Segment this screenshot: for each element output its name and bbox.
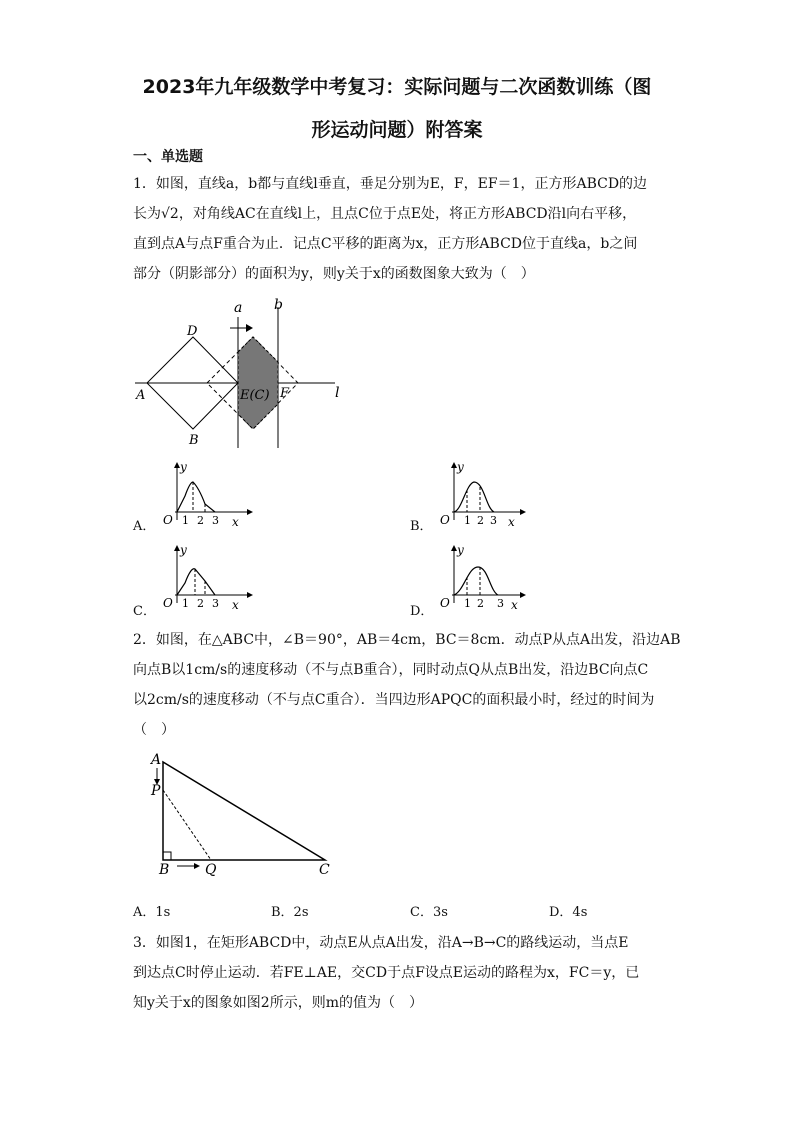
svg-text:3: 3 xyxy=(497,597,504,610)
svg-text:O: O xyxy=(440,513,450,527)
right-angle-mark xyxy=(163,852,171,860)
q2-option-a[interactable]: A．1s xyxy=(133,905,171,920)
label-B: B xyxy=(159,862,170,878)
label-F: F xyxy=(280,386,290,401)
q1-option-a-graph[interactable] xyxy=(155,462,255,530)
label-A: A xyxy=(136,388,146,403)
q2-option-b[interactable]: B．2s xyxy=(271,905,309,920)
q2-option-d[interactable]: D．4s xyxy=(549,905,588,920)
svg-text:3: 3 xyxy=(212,597,219,610)
q1-figure xyxy=(130,295,360,450)
q1-option-a-curve xyxy=(177,482,215,512)
q2-line-4: （ ） xyxy=(133,722,175,738)
q3-line-3: 知y关于x的图象如图2所示，则m的值为（ ） xyxy=(133,995,423,1011)
svg-text:x: x xyxy=(232,515,239,529)
q1-option-b-graph[interactable] xyxy=(432,462,532,530)
q1-line-2: 长为√2，对角线AC在直线l上，且点C位于点E处，将正方形ABCD沿l向右平移， xyxy=(133,206,637,222)
q2-line-2: 向点B以1cm/s的速度移动（不与点B重合），同时动点Q从点B出发，沿边BC向点C xyxy=(133,662,649,678)
q1-line-1: 1．如图，直线a，b都与直线l垂直，垂足分别为E，F，EF＝1，正方形ABCD的边 xyxy=(133,176,648,192)
svg-text:O: O xyxy=(440,596,450,610)
q1-option-c-label[interactable]: C． xyxy=(133,604,156,619)
page-title-line-2: 形运动问题）附答案 xyxy=(311,119,483,141)
svg-text:y: y xyxy=(457,460,464,474)
q1-option-a-label[interactable]: A． xyxy=(133,519,156,534)
label-b: b xyxy=(274,297,283,313)
q1-line-4: 部分（阴影部分）的面积为y，则y关于x的函数图象大致为（ ） xyxy=(133,266,535,282)
svg-text:3: 3 xyxy=(490,514,497,527)
q1-option-b-label[interactable]: B． xyxy=(410,519,433,534)
triangle-abc xyxy=(163,762,325,860)
svg-text:O: O xyxy=(163,596,173,610)
label-A: A xyxy=(151,752,162,768)
q2-line-1: 2．如图，在△ABC中，∠B＝90°，AB＝4cm，BC＝8cm．动点P从点A出发，沿边AB xyxy=(133,632,681,648)
svg-text:x: x xyxy=(511,598,518,612)
q3-line-2: 到达点C时停止运动．若FE⊥AE，交CD于点F设点E运动的路程为x，FC＝y，已 xyxy=(133,965,640,981)
svg-text:3: 3 xyxy=(212,514,219,527)
q2-line-3: 以2cm/s的速度移动（不与点C重合）．当四边形APQC的面积最小时，经过的时间为 xyxy=(133,692,655,708)
svg-text:2: 2 xyxy=(477,597,484,610)
q3-line-1: 3．如图1，在矩形ABCD中，动点E从点A出发，沿A→B→C的路线运动，当点E xyxy=(133,935,629,951)
q1-option-c-curve xyxy=(177,569,215,595)
svg-text:1: 1 xyxy=(464,514,471,527)
q1-option-d-curve xyxy=(454,567,498,595)
svg-text:2: 2 xyxy=(477,514,484,527)
svg-text:O: O xyxy=(163,513,173,527)
q2-figure xyxy=(145,748,345,878)
svg-text:2: 2 xyxy=(197,514,204,527)
label-P: P xyxy=(151,783,161,799)
svg-text:y: y xyxy=(180,543,187,557)
label-B: B xyxy=(189,433,199,448)
label-l: l xyxy=(335,385,340,401)
section-heading: 一、单选题 xyxy=(133,149,203,165)
q1-option-c-graph[interactable] xyxy=(155,545,255,613)
q1-option-d-graph[interactable] xyxy=(432,545,532,613)
label-EC: E(C) xyxy=(240,388,270,403)
label-D: D xyxy=(187,324,198,339)
svg-text:1: 1 xyxy=(464,597,471,610)
svg-text:1: 1 xyxy=(182,514,189,527)
svg-text:x: x xyxy=(232,598,239,612)
label-Q: Q xyxy=(205,862,217,878)
arrow-head xyxy=(246,324,253,332)
page-title-line-1: 2023年九年级数学中考复习：实际问题与二次函数训练（图 xyxy=(142,76,652,98)
svg-text:x: x xyxy=(508,515,515,529)
svg-text:y: y xyxy=(457,543,464,557)
label-a: a xyxy=(234,300,243,316)
q2-option-c[interactable]: C．3s xyxy=(410,905,448,920)
svg-text:1: 1 xyxy=(182,597,189,610)
segment-pq xyxy=(163,790,211,860)
svg-text:y: y xyxy=(180,460,187,474)
shaded-region xyxy=(238,337,278,429)
svg-text:2: 2 xyxy=(197,597,204,610)
label-C: C xyxy=(319,862,330,878)
q1-option-d-label[interactable]: D． xyxy=(410,604,434,619)
q1-line-3: 直到点A与点F重合为止．记点C平移的距离为x，正方形ABCD位于直线a，b之间 xyxy=(133,236,638,252)
q1-option-b-curve xyxy=(454,482,494,512)
